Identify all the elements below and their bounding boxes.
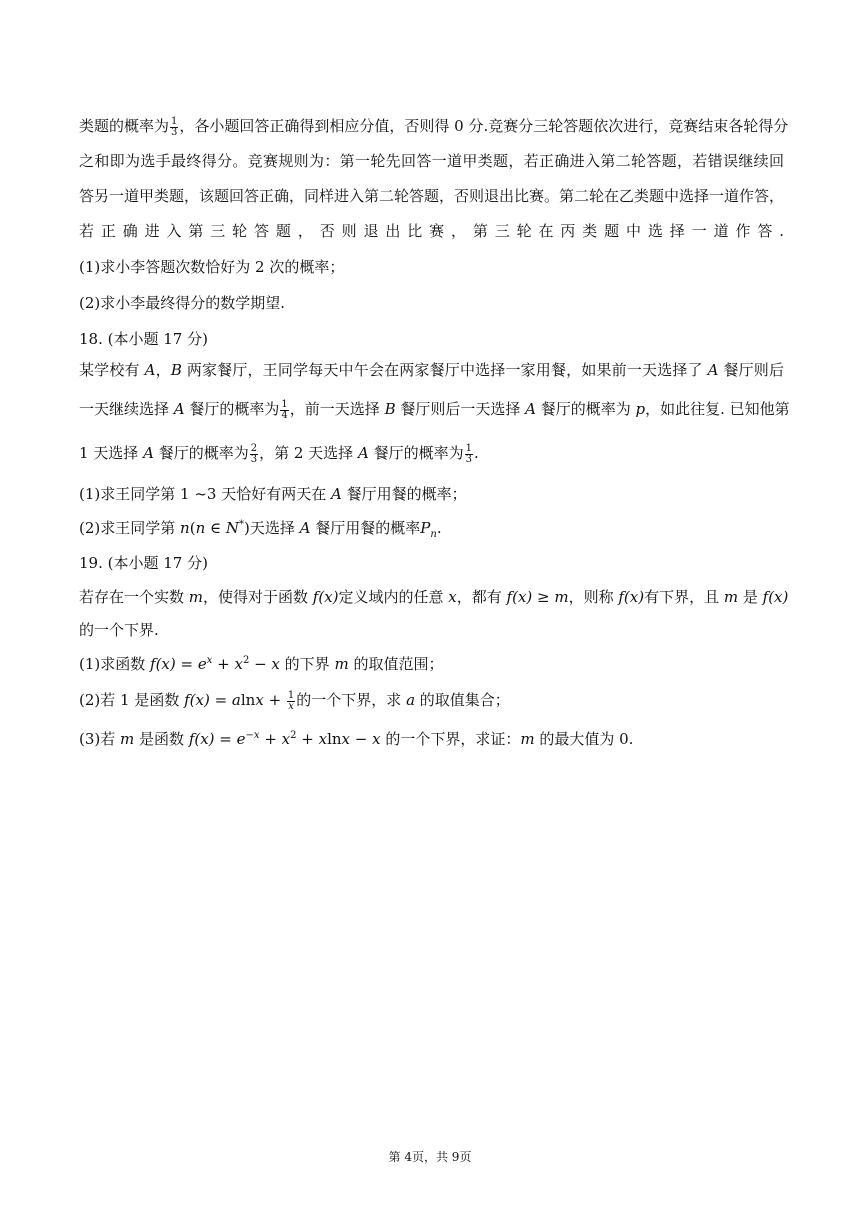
fraction: $\frac{2}{3}$ — [250, 442, 258, 465]
text-line: 类题的概率为 $\frac{1}{3}$ ，各小题回答正确得到相应分值，否则得 0 分.竞赛分三轮答题依次进行，竞赛结束各轮得分 — [79, 115, 789, 138]
text-line: (3)若 m 是函数 $f(x) = e^{-x} + x^2 + xlnx - x$ 的一个下界，求证：m 的最大值为 0. — [79, 730, 634, 748]
page-footer: 第 4页，共 9页 — [388, 1150, 472, 1164]
text-line: 某学校有 A，B 两家餐厅，王同学每天中午会在两家餐厅中选择一家用餐，如果前一天选择了 A 餐厅则后 — [79, 361, 784, 379]
text-line: (2)求小李最终得分的数学期望. — [79, 294, 286, 312]
fraction: $\frac{1}{3}$ — [465, 442, 472, 465]
text-line: 若正确进入第三轮答题，否则退出比赛，第三轮在丙类题中选择一道作答. — [79, 222, 784, 240]
text-line: (1)求小李答题次数恰好为 2 次的概率； — [79, 258, 345, 276]
text-line: (1)求函数 $f(x) = e^x + x^2 - x$ 的下界 m 的取值范围； — [79, 655, 444, 673]
text-line: 的一个下界. — [79, 621, 159, 639]
text-line: 1 天选择 A 餐厅的概率为 $\frac{2}{3}$ ，第 2 天选择 A 餐厅的概率为 $\frac{1}{3}$ . — [79, 442, 479, 465]
question-header: 19. (本小题 17 分) — [79, 554, 208, 572]
text-line: 一天继续选择 A 餐厅的概率为 $\frac{1}{4}$ ，前一天选择 B 餐厅则后一天选择 A 餐厅的概率为 p，如此往复. 已知他第 — [79, 398, 790, 421]
fraction: $\frac{1}{x}$ — [287, 689, 295, 712]
question-header: 18. (本小题 17 分) — [79, 330, 208, 348]
text-line: (2)求王同学第 n(n ∈ N*)天选择 A 餐厅用餐的概率$P_n$. — [79, 519, 442, 540]
text-line: 若存在一个实数 m，使得对于函数 f(x)定义域内的任意 x，都有 f(x) ≥ m，则称 f(x)有下界，且 m 是 f(x) — [79, 588, 789, 606]
text-line: (2)若 1 是函数 f(x) = alnx + $\frac{1}{x}$ 的一个下界，求 a 的取值集合； — [79, 689, 510, 712]
text-line: 之和即为选手最终得分。竞赛规则为：第一轮先回答一道甲类题，若正确进入第二轮答题，若错误继续回 — [79, 152, 784, 170]
fraction: $\frac{1}{4}$ — [281, 398, 288, 421]
text-line: 答另一道甲类题，该题回答正确，同样进入第二轮答题，否则退出比赛。第二轮在乙类题中选择一道作答， — [79, 187, 785, 205]
text-line: (1)求王同学第 1 ~3 天恰好有两天在 A 餐厅用餐的概率； — [79, 485, 467, 503]
fraction: $\frac{1}{3}$ — [171, 115, 178, 138]
